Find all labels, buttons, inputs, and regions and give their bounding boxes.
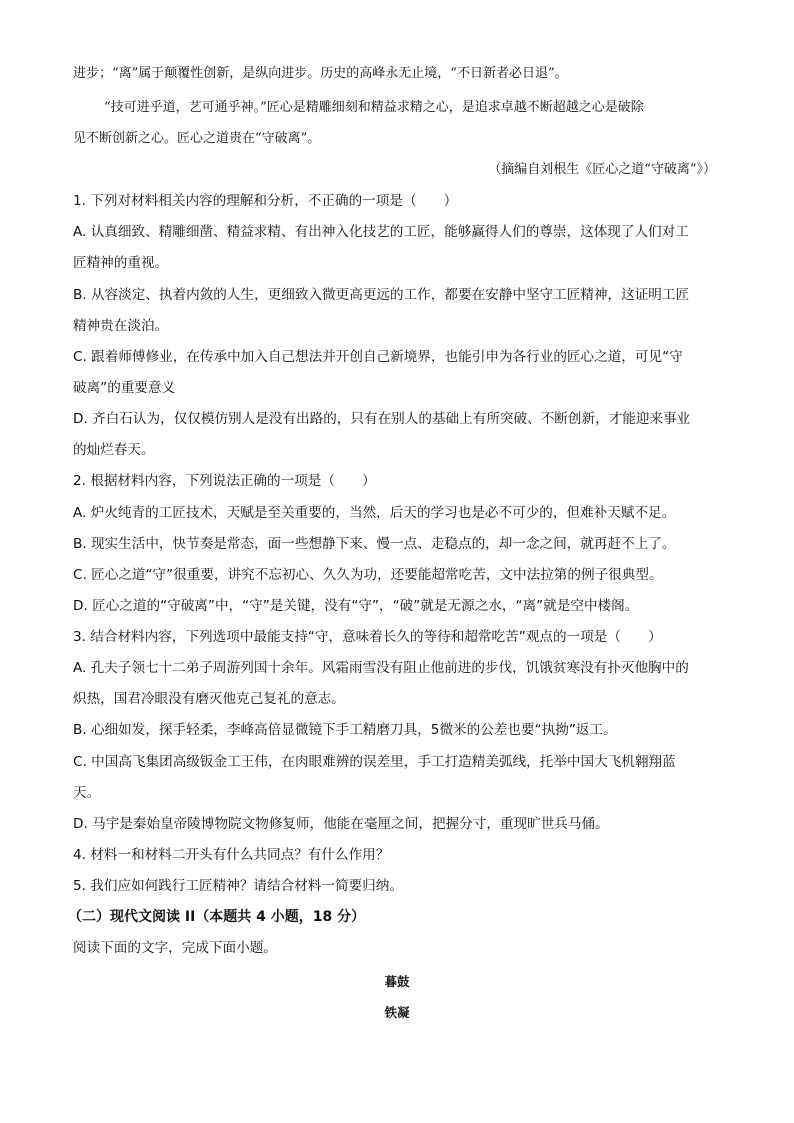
question-1-option-d-cont: 的灿烂春天。 (73, 442, 155, 458)
question-1-option-b: B. 从容淡定、执着内敛的人生，更细致入微更高更远的工作，都要在安静中坚守工匠精神，这证明工匠 (73, 287, 690, 303)
question-3-option-c: C. 中国高飞集团高级钣金工王伟，在肉眼难辨的误差里，手工打造精美弧线，托举中国大飞机翱翔蓝 (73, 754, 676, 770)
question-3-option-a-cont: 炽热，国君冷眼没有磨灭他克己复礼的意志。 (73, 691, 345, 707)
section-heading: （二）现代文阅读 II（本题共 4 小题，18 分） (68, 909, 366, 925)
question-2-option-b: B. 现实生活中，快节奏是常态，面一些想静下来、慢一点、走稳点的，却一念之间，就再赶不上了。 (73, 536, 676, 552)
material-text-line: 见不断创新之心。匠心之道贵在“守破离”。 (73, 131, 321, 146)
question-1-option-c-cont: 破离”的重要意义 (73, 380, 176, 396)
question-1-option-d: D. 齐白石认为，仅仅模仿别人是没有出路的，只有在别人的基础上有所突破、不断创新，才能迎来事业 (73, 411, 691, 427)
material-text-line: “技可进乎道，艺可通乎神。”匠心是精雕细刻和精益求精之心，是追求卓越不断超越之心是破除 (104, 100, 644, 115)
question-3-stem: 3. 结合材料内容，下列选项中最能支持“守，意味着长久的等待和超常吃苦”观点的一项是（ ） (73, 629, 662, 645)
question-4: 4. 材料一和材料二开头有什么共同点？有什么作用？ (73, 847, 390, 863)
question-2-stem: 2. 根据材料内容，下列说法正确的一项是（ ） (73, 473, 376, 489)
story-author: 铁凝 (384, 1005, 410, 1020)
question-1-option-a: A. 认真细致、精雕细凿、精益求精、有出神入化技艺的工匠，能够赢得人们的尊崇，这体现了人们对工 (73, 224, 689, 240)
question-3-option-a: A. 孔夫子领七十二弟子周游列国十余年。风霜雨雪没有阻止他前进的步伐，饥饿贫寒没有扑灭他胸中的 (73, 660, 689, 676)
source-note: （摘编自刘根生《匠心之道“守破离”》） (488, 162, 716, 177)
question-3-option-b: B. 心细如发，探手轻柔，李峰高倍显微镜下手工精磨刀具，5微米的公差也要“执拗”返工。 (73, 722, 617, 738)
story-title: 暮鼓 (384, 974, 410, 989)
question-5: 5. 我们应如何践行工匠精神？请结合材料一简要归纳。 (73, 878, 403, 894)
question-1-option-c: C. 跟着师傅修业，在传承中加入自己想法并开创自己新境界，也能引申为各行业的匠心之道，可见“守 (73, 349, 683, 365)
question-3-option-d: D. 马宇是秦始皇帝陵博物院文物修复师，他能在毫厘之间，把握分寸，重现旷世兵马俑。 (73, 816, 609, 832)
question-2-option-d: D. 匠心之道的“守破离”中，“守”是关键，没有“守”，“破”就是无源之水，“离”就是空中楼阁。 (73, 598, 639, 614)
question-2-option-a: A. 炉火纯青的工匠技术，天赋是至关重要的，当然，后天的学习也是必不可少的，但难补天赋不足。 (73, 505, 676, 521)
material-text-line: 进步；“离”属于颠覆性创新，是纵向进步。历史的高峰永无止境，“不日新者必日退”。 (73, 66, 568, 81)
question-3-option-c-cont: 天。 (73, 785, 101, 801)
question-1-option-a-cont: 匠精神的重视。 (73, 255, 169, 271)
reading-instruction: 阅读下面的文字，完成下面小题。 (73, 940, 277, 956)
question-1-option-b-cont: 精神贵在淡泊。 (73, 318, 169, 334)
question-2-option-c: C. 匠心之道“守”很重要，讲究不忘初心、久久为功，还要能超常吃苦，文中法拉第的例子很典型。 (73, 567, 663, 583)
question-1-stem: 1. 下列对材料相关内容的理解和分析，不正确的一项是（ ） (73, 193, 458, 209)
